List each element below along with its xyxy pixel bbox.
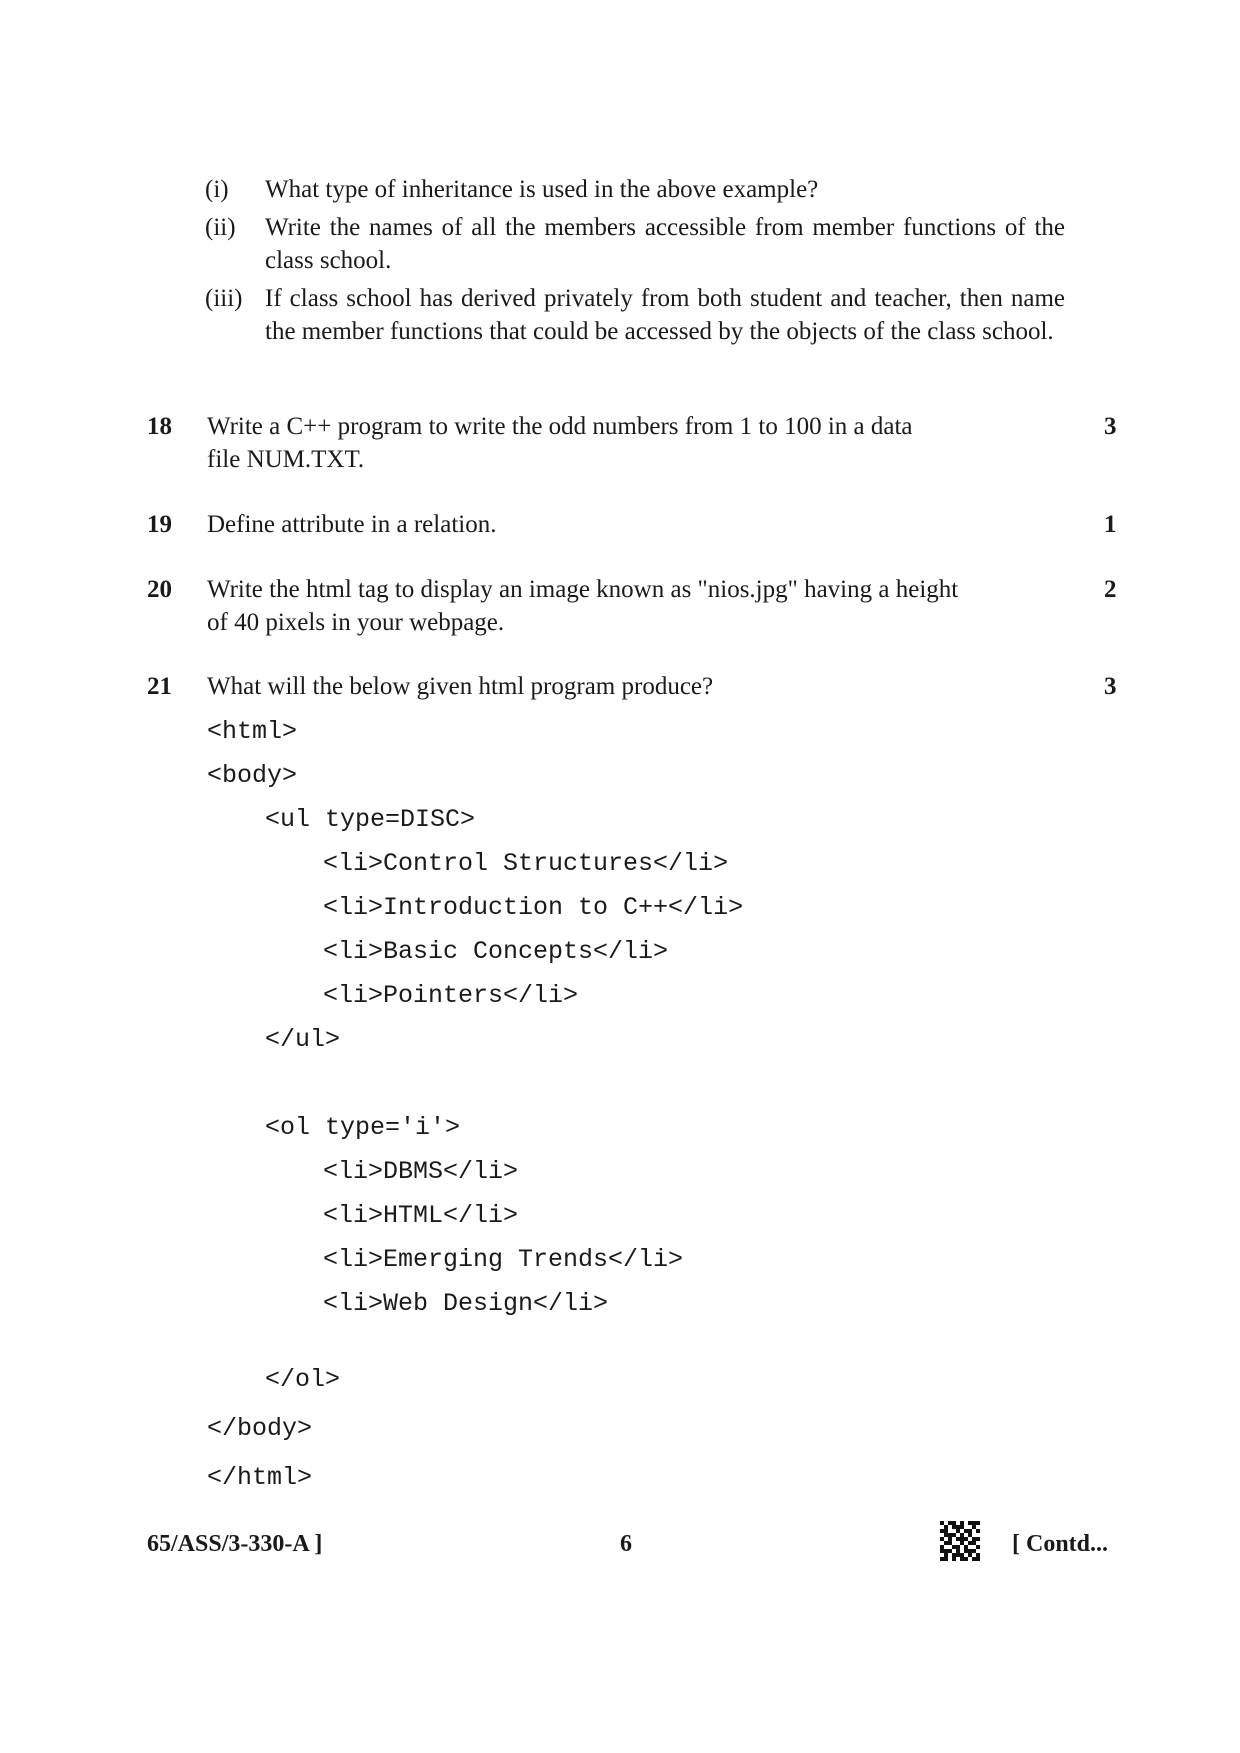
question-marks: 2 <box>1104 576 1117 603</box>
code-line: <li>DBMS</li> <box>323 1157 519 1186</box>
question-text-line: file NUM.TXT. <box>207 446 365 473</box>
question-number: 19 <box>147 511 172 538</box>
code-line: <li>Introduction to C++</li> <box>323 893 744 922</box>
sub-question-number: (i) <box>205 176 229 203</box>
code-line: </html> <box>207 1463 313 1492</box>
code-line: <body> <box>207 761 298 790</box>
code-line: <li>Control Structures</li> <box>323 849 729 878</box>
code-line: <li>HTML</li> <box>323 1201 519 1230</box>
code-line: <ol type='i'> <box>265 1113 461 1142</box>
question-text-line: Write a C++ program to write the odd numbers from 1 to 100 in a data <box>207 413 913 440</box>
question-marks: 1 <box>1104 511 1117 538</box>
question-number: 21 <box>147 673 172 700</box>
continued-label: [ Contd... <box>1012 1531 1109 1557</box>
question-number: 18 <box>147 413 172 440</box>
question-text-line: of 40 pixels in your webpage. <box>207 609 505 636</box>
sub-question-number: (iii) <box>205 285 243 312</box>
question-text-line: Write the html tag to display an image known as "nios.jpg" having a height <box>207 576 959 603</box>
question-text-line: Define attribute in a relation. <box>207 511 497 538</box>
sub-question-text: Write the names of all the members accessible from member functions of the class school. <box>265 214 1065 274</box>
question-number: 20 <box>147 576 172 603</box>
qr-code-icon <box>940 1521 980 1561</box>
question-marks: 3 <box>1104 413 1117 440</box>
question-text-line: What will the below given html program produce? <box>207 673 714 700</box>
question-marks: 3 <box>1104 673 1117 700</box>
code-line: <html> <box>207 717 298 746</box>
sub-question-text: If class school has derived privately from both student and teacher, then name the member functions that could be accessed by the objects of the class school. <box>265 285 1065 345</box>
code-line: <li>Pointers</li> <box>323 981 579 1010</box>
code-line: <ul type=DISC> <box>265 805 476 834</box>
code-line: </ol> <box>265 1365 341 1394</box>
sub-question-text: What type of inheritance is used in the above example? <box>265 176 819 203</box>
sub-question-number: (ii) <box>205 214 236 241</box>
code-line: <li>Basic Concepts</li> <box>323 937 669 966</box>
code-line: <li>Emerging Trends</li> <box>323 1245 684 1274</box>
code-line: </body> <box>207 1414 313 1443</box>
paper-code: 65/ASS/3-330-A ] <box>147 1531 323 1557</box>
code-line: <li>Web Design</li> <box>323 1289 609 1318</box>
page-number: 6 <box>620 1531 632 1557</box>
code-line: </ul> <box>265 1025 341 1054</box>
